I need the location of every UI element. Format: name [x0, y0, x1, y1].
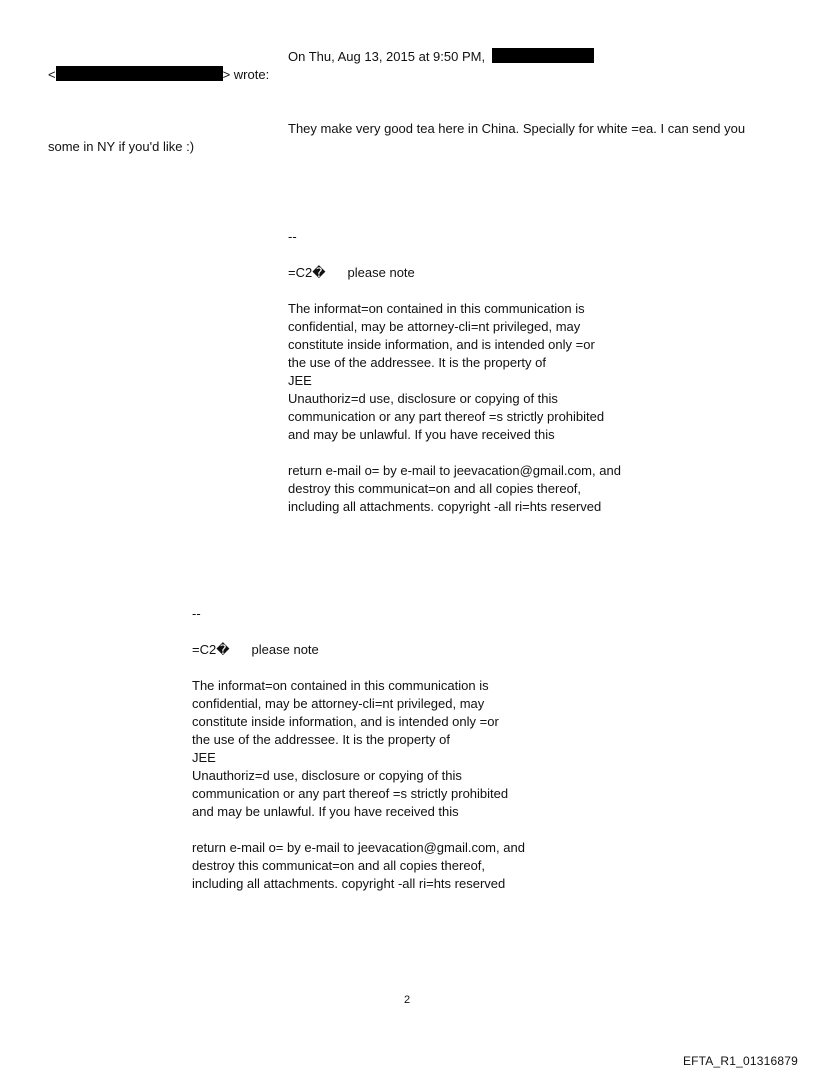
page-number: 2 — [404, 994, 411, 1006]
disclaimer-line: the use of the addressee. It is the property of — [192, 732, 450, 747]
disclaimer-line: confidential, may be attorney-cli=nt privileged, may — [288, 319, 581, 334]
disclaimer-line: and may be unlawful. If you have received this — [192, 804, 459, 819]
disclaimer-line: communication or any part thereof =s strictly prohibited — [192, 786, 509, 801]
note-text: please note — [251, 642, 319, 657]
signature-block-inner — [288, 228, 621, 516]
disclaimer-line: including all attachments. copyright -all ri=hts reserved — [192, 876, 506, 891]
disclaimer-line: Unauthoriz=d use, disclosure or copying of this — [288, 391, 558, 406]
message-line-2: some in NY if you'd like :) — [48, 139, 195, 154]
note-prefix: =C2� — [288, 265, 326, 280]
please-note-line — [288, 264, 621, 282]
disclaimer-line: JEE — [288, 373, 312, 388]
disclaimer-line: confidential, may be attorney-cli=nt privileged, may — [192, 696, 485, 711]
signature-dashes: -- — [288, 229, 297, 244]
disclaimer-line: return e-mail o= by e-mail to jeevacation@gmail.com, and — [288, 463, 621, 478]
disclaimer-line: destroy this communicat=on and all copies thereof, — [192, 858, 486, 873]
disclaimer-line: and may be unlawful. If you have received this — [288, 427, 555, 442]
disclaimer-line: destroy this communicat=on and all copies thereof, — [288, 481, 582, 496]
message-line-1: They make very good tea here in China. Specially for white =ea. I can send you — [288, 121, 746, 136]
disclaimer-line: Unauthoriz=d use, disclosure or copying of this — [192, 768, 462, 783]
note-text: please note — [347, 265, 415, 280]
note-prefix: =C2� — [192, 642, 230, 657]
disclaimer-line: constitute inside information, and is intended only =or — [288, 337, 595, 352]
disclaimer-line: JEE — [192, 750, 216, 765]
disclaimer-line: including all attachments. copyright -all ri=hts reserved — [288, 499, 602, 514]
sender-wrote-text: > wrote: — [222, 67, 270, 82]
document-id: EFTA_R1_01316879 — [682, 1054, 798, 1068]
disclaimer-line: The informat=on contained in this communication is — [192, 678, 489, 693]
reply-date-text: On Thu, Aug 13, 2015 at 9:50 PM, — [288, 49, 486, 64]
redacted-sender-email — [56, 66, 223, 81]
sender-open-bracket: < — [48, 67, 56, 82]
disclaimer-line: The informat=on contained in this communication is — [288, 301, 585, 316]
disclaimer-line: communication or any part thereof =s strictly prohibited — [288, 409, 605, 424]
disclaimer-line: constitute inside information, and is intended only =or — [192, 714, 499, 729]
reply-sender-line — [48, 66, 269, 84]
disclaimer-line: return e-mail o= by e-mail to jeevacation@gmail.com, and — [192, 840, 525, 855]
reply-date-line — [288, 48, 594, 66]
disclaimer-line: the use of the addressee. It is the property of — [288, 355, 546, 370]
signature-dashes: -- — [192, 606, 201, 621]
please-note-line — [192, 641, 525, 659]
signature-block-outer — [192, 605, 525, 893]
redacted-sender-name — [492, 48, 594, 63]
